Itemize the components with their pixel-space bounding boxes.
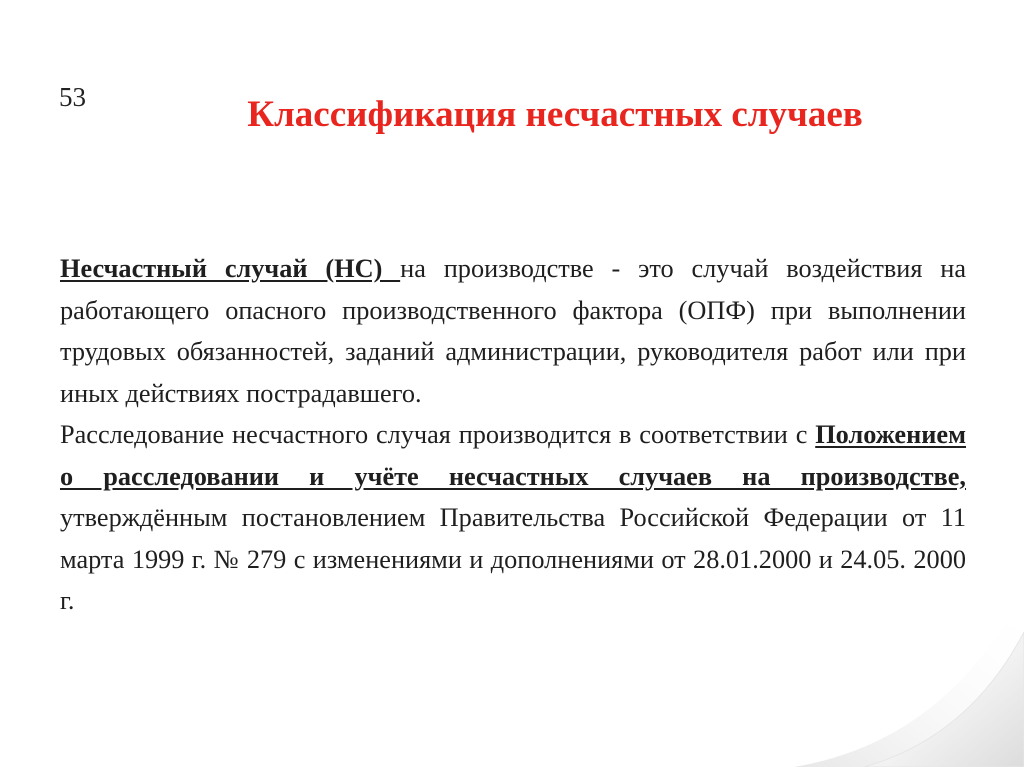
investigation-text-after: утверждённым постановлением Правительства Российской Федерации от 11 марта 1999 г. № 279 с изменениями и дополнениями от 28.01.2000 и 24.05. 2000 г. bbox=[60, 503, 966, 615]
slide-body bbox=[60, 248, 966, 622]
definition-text: на производстве - это случай воздействия на работающего опасного производственного фактора (ОПФ) при выполнении трудовых обязанностей, заданий администрации, руководителя работ или при иных действиях пострадавшего. bbox=[60, 254, 966, 408]
investigation-text-before: Расследование несчастного случая производится в соответствии с bbox=[60, 420, 816, 449]
investigation-paragraph bbox=[60, 414, 966, 622]
regulation-title: Положением о расследовании и учёте несчастных случаев на производстве, bbox=[60, 420, 966, 491]
definition-paragraph bbox=[60, 248, 966, 414]
slide-title: Классификация несчастных случаев bbox=[247, 94, 863, 135]
slide-number: 53 bbox=[59, 82, 86, 112]
definition-term: Несчастный случай (НС) bbox=[60, 254, 401, 283]
